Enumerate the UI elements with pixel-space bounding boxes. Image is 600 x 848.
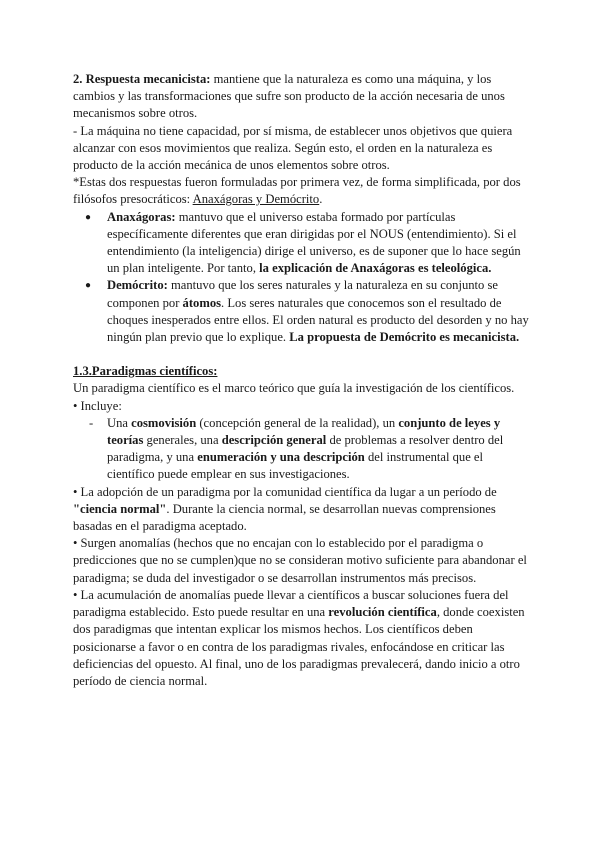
anomalies-paragraph: • Surgen anomalías (hechos que no encajan con lo establecido por el paradigma o predicciones que no se cumplen)que no se consideran motivo suficiente para abandonar el paradigma; se duda del investigador o se desarrollan instrumentos más precisos.	[73, 536, 527, 585]
list-item-anaxagoras: ● Anaxágoras: mantuvo que el universo estaba formado por partículas específicamente diferentes que eran dirigidas por el NOUS (entendimiento). Si el entendimiento (la inteligencia) dirige el universo, es de suponer que lo hace según un plan inteligente. Por tanto, la explicación de Anaxágoras es teleológica.	[107, 209, 529, 278]
machine-paragraph: - La máquina no tiene capacidad, por sí misma, de establecer unos objetivos que quiera alcanzar con esos movimientos que realiza. Según esto, el orden en la naturaleza es producto de la acción mecánica de unos elementos sobre otros.	[73, 123, 513, 173]
list-item: - Una cosmovisión (concepción general de la realidad), un conjunto de leyes y teorías generales, una descripción general de problemas a resolver dentro del paradigma, y una enumeración y una descripción del instrumental que el científico puede emplear en sus investigaciones.	[107, 415, 529, 484]
document-body	[73, 71, 529, 690]
list-item-democritus: ● Demócrito: mantuvo que los seres naturales y la naturaleza en su conjunto se componen por átomos. Los seres naturales que conocemos son el resultado de choques inesperados entre ellos. El orden natural es producto del desorden y no hay ningún plan previo que lo explique. La propuesta de Demócrito es mecanicista.	[107, 277, 529, 346]
mechanist-heading: 2. Respuesta mecanicista:	[73, 72, 211, 86]
includes-list	[73, 415, 529, 484]
section-heading: 1.3.Paradigmas científicos:	[73, 364, 218, 379]
section-spacer	[73, 346, 529, 363]
paradigm-intro: Un paradigma científico es el marco teórico que guía la investigación de los científicos.	[73, 381, 515, 396]
presocratic-link: Anaxágoras y Demócrito	[192, 192, 320, 207]
presocratic-note: *Estas dos respuestas fueron formuladas por primera vez, de forma simplificada, por dos filósofos presocráticos: Anaxágoras y Demócrito.	[73, 175, 521, 207]
revolution-paragraph: • La acumulación de anomalías puede llevar a científicos a buscar soluciones fuera del paradigma establecido. Esto puede resultar en una revolución científica, donde coexisten dos paradigmas que intentan explicar los mismos hechos. Los científicos deben posicionarse a favor o en contra de los paradigmas rivales, enfocándose en criticar las deficiencias del opuesto. Al final, uno de los paradigmas prevalecerá, dando inicio a otro período de ciencia normal.	[73, 587, 525, 688]
includes-label: • Incluye:	[73, 398, 122, 413]
philosopher-list	[73, 209, 529, 347]
normal-science-paragraph: • La adopción de un paradigma por la comunidad científica da lugar a un período de "ciencia normal". Durante la ciencia normal, se desarrollan nuevas comprensiones basadas en el paradigma aceptado.	[73, 484, 497, 534]
mechanist-paragraph: 2. Respuesta mecanicista: mantiene que la naturaleza es como una máquina, y los cambios y las transformaciones que sufre son producto de la acción necesaria de unos mecanismos sobre otros.	[73, 72, 505, 121]
